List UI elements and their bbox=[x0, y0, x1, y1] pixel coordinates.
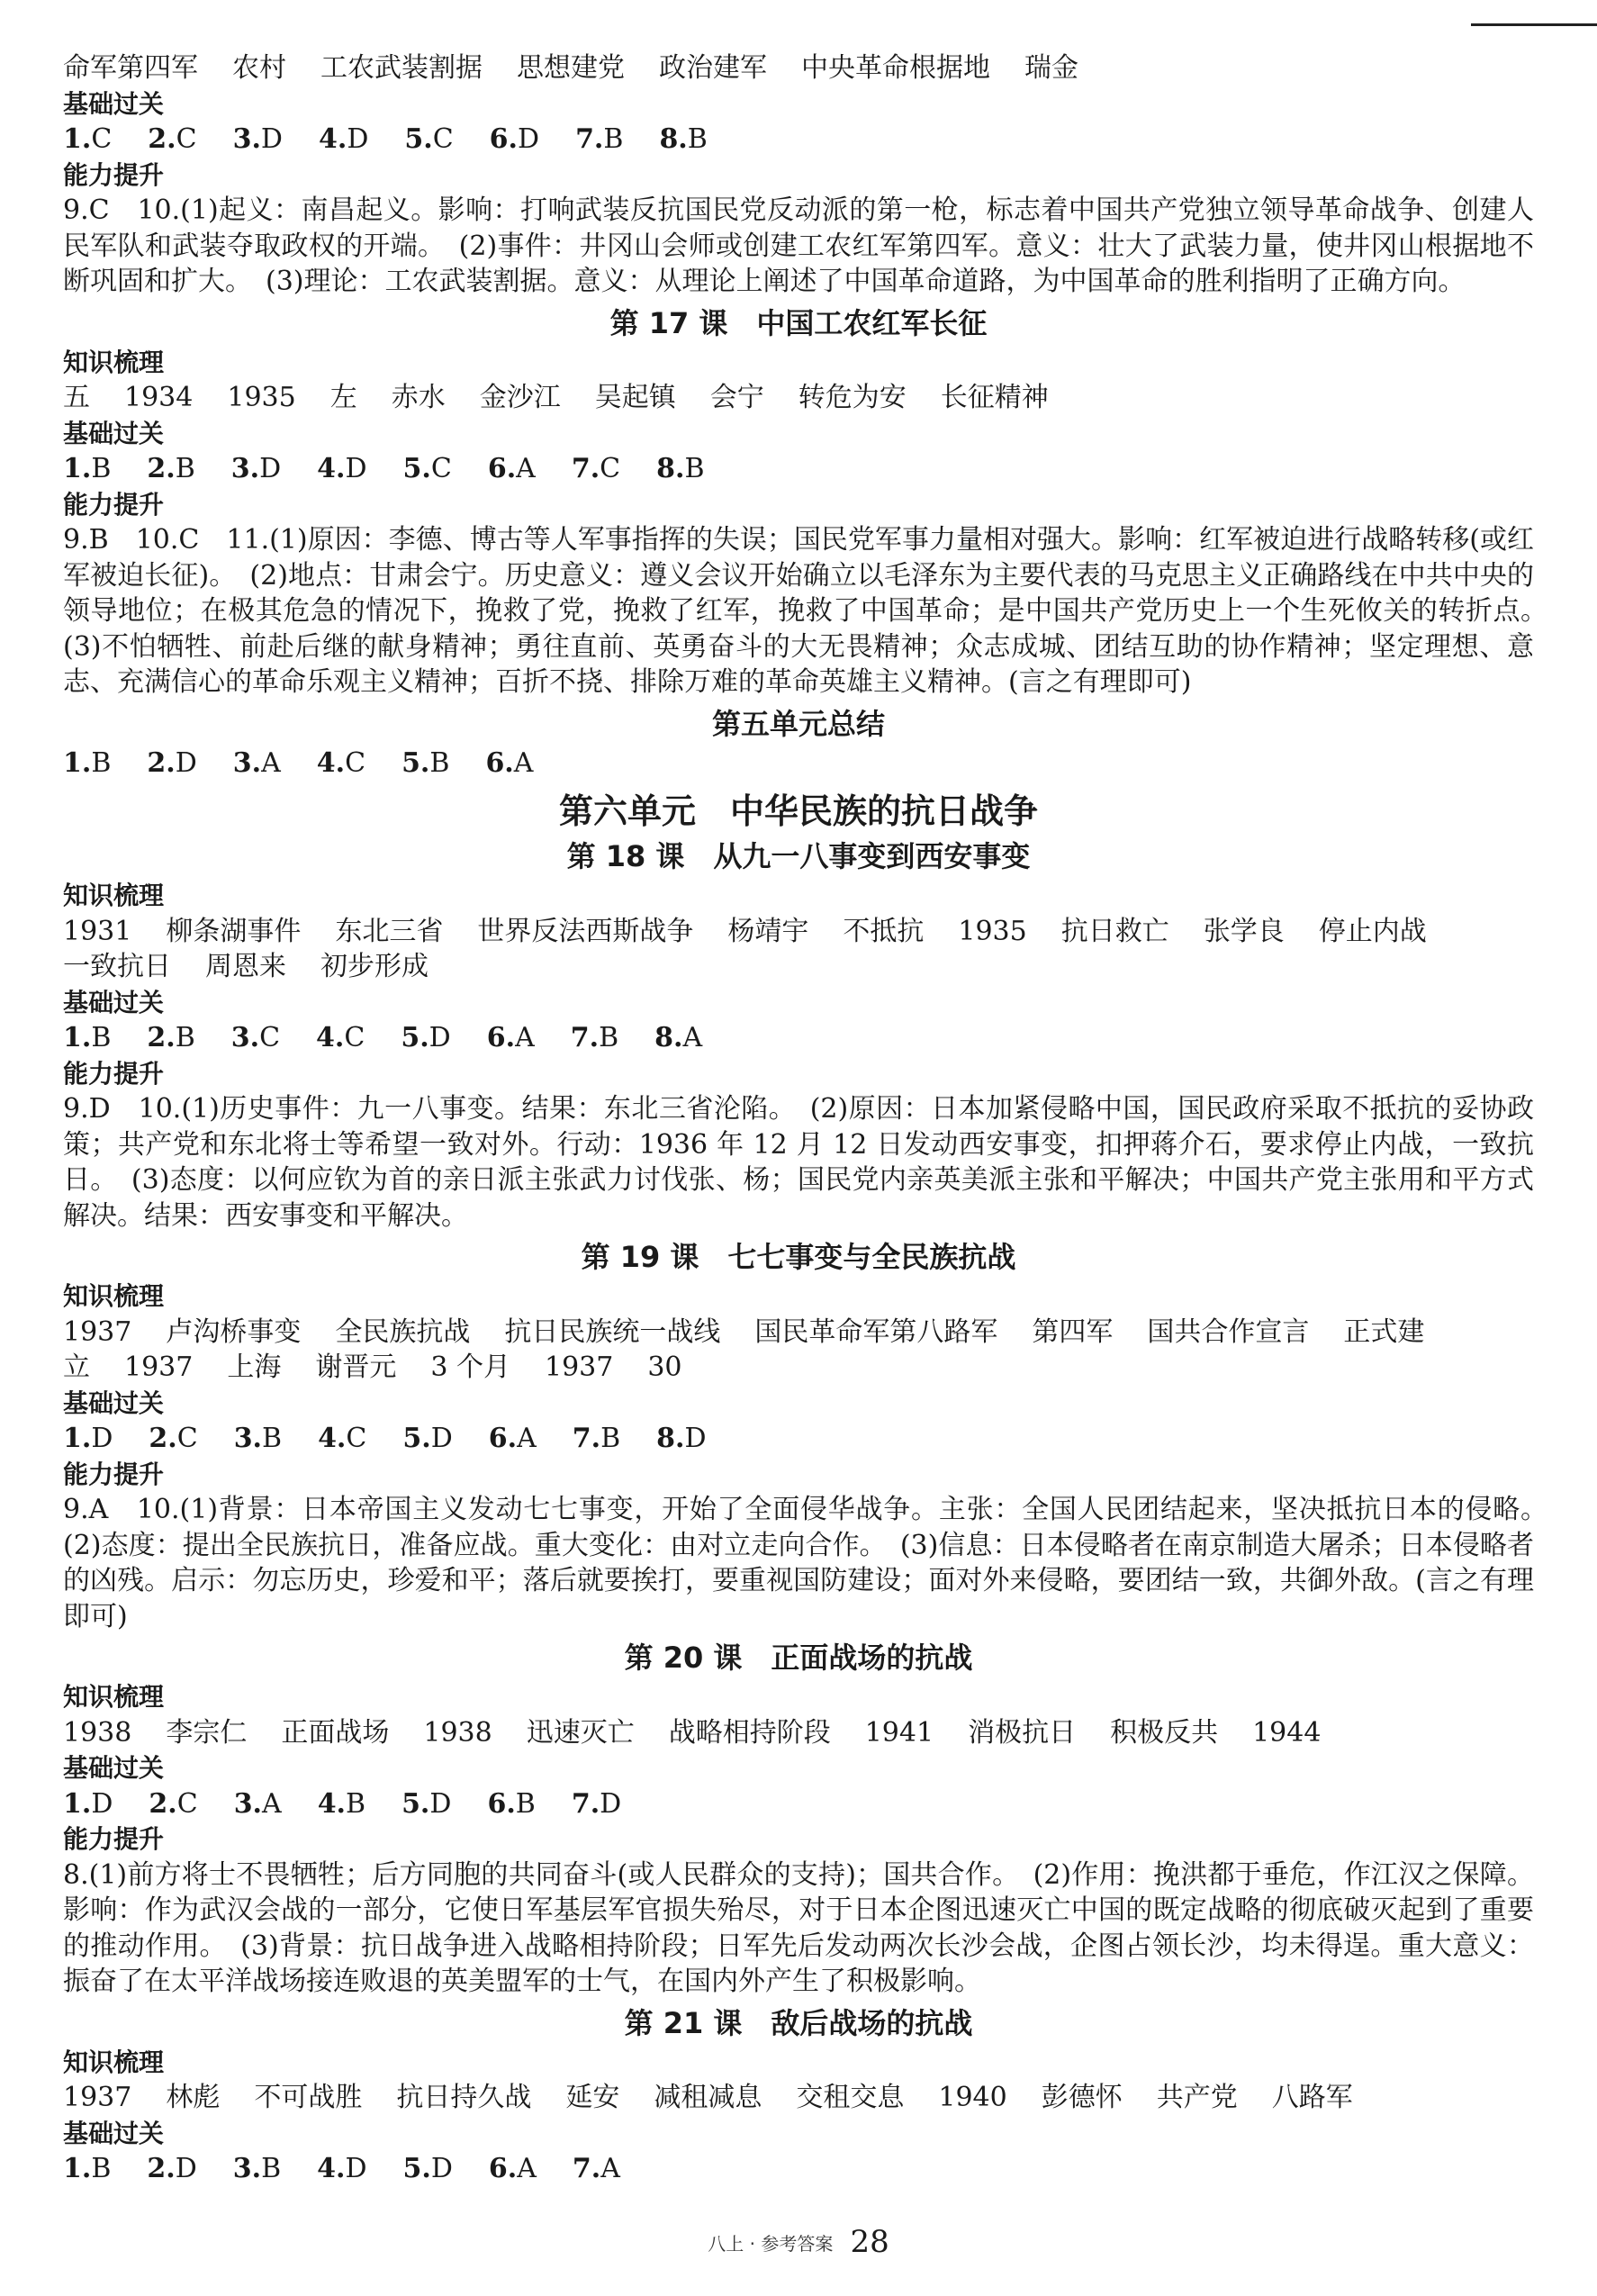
answer-item bbox=[317, 747, 365, 779]
answer-letter: B bbox=[599, 1022, 619, 1053]
answer-item bbox=[487, 1022, 535, 1053]
unit-6-title: 第六单元 中华民族的抗日战争 bbox=[558, 791, 1038, 831]
lesson-21-title: 第 21 课 敌后战场的抗战 bbox=[624, 2005, 973, 2040]
basic-label: 基础过关 bbox=[63, 88, 165, 119]
answer-item bbox=[575, 123, 623, 155]
knowledge-label: 知识梳理 bbox=[63, 347, 165, 377]
knowledge-item: 1938 bbox=[63, 1716, 132, 1749]
answer-item bbox=[403, 453, 452, 484]
answer-letter: D bbox=[600, 1787, 622, 1820]
question-number: 7. bbox=[571, 1787, 600, 1820]
answer-item bbox=[234, 1788, 282, 1820]
knowledge-item: 战略相持阶段 bbox=[668, 1716, 831, 1749]
knowledge-item: 1940 bbox=[938, 2082, 1007, 2113]
question-number: 7. bbox=[575, 123, 604, 155]
answer-item bbox=[489, 1423, 537, 1454]
answer-letter: C bbox=[345, 746, 366, 779]
question-number: 2. bbox=[149, 1423, 177, 1454]
knowledge-item: 农村 bbox=[232, 52, 286, 84]
answer-item bbox=[654, 1022, 702, 1053]
knowledge-item: 30 bbox=[647, 1351, 682, 1383]
answer-letter: A bbox=[515, 1022, 535, 1053]
knowledge-item: 不抵抗 bbox=[843, 915, 925, 947]
knowledge-item: 不可战胜 bbox=[254, 2082, 363, 2113]
answer-item bbox=[63, 1788, 113, 1820]
question-number: 1. bbox=[63, 746, 92, 779]
question-number: 2. bbox=[147, 2153, 176, 2184]
question-number: 7. bbox=[571, 453, 600, 484]
answer-letter: C bbox=[176, 1423, 198, 1454]
answer-item bbox=[63, 123, 112, 155]
knowledge-item: 一致抗日 bbox=[63, 951, 171, 982]
knowledge-item: 正面战场 bbox=[281, 1716, 390, 1749]
ability-answer-text: 9.B 10.C 11.(1)原因：李德、博古等人军事指挥的失误；国民党军事力量相对强大。影响：红军被迫进行战略转移(或红军被迫长征)。 (2)地点：甘肃会宁。历史意义：遵义会议开始确立以毛泽东为主要代表的马克思主义正确路线在中共中央的领导地位；在极其危急的情况下，挽救了党，挽救了红军，挽救了中国革命；是中国共产党历史上一个生死攸关的转折点。 (3)不怕牺牲、前赴后继的献身精神；勇往直前、英勇奋斗的大无畏精神；众志成城、团结互助的协作精神；坚定理想、意志、充满信心的革命乐观主义精神；百折不挠、排除万难的革命英雄主义精神。(言之有理即可) bbox=[63, 524, 1561, 698]
knowledge-label: 知识梳理 bbox=[63, 881, 165, 910]
knowledge-item: 会宁 bbox=[709, 382, 764, 413]
question-number: 3. bbox=[232, 123, 261, 155]
knowledge-item: 林彪 bbox=[166, 2082, 221, 2113]
answer-letter: D bbox=[429, 1022, 451, 1053]
question-number: 1. bbox=[63, 1423, 92, 1454]
ability-answer-text: 9.D 10.(1)历史事件：九一八事变。结果：东北三省沦陷。 (2)原因：日本加紧侵略中国，国民政府采取不抵抗的妥协政策；共产党和东北将士等希望一致对外。行动：1936 年 12 月 12 日发动西安事变，扣押蒋介石，要求停止内战，一致抗日。 (3)态度：以何应钦为首的亲日派主张武力讨伐张、杨；国民党内亲英美派主张和平解决；中国共产党主张用和平方式解决。结果：西安事变和平解决。 bbox=[63, 1093, 1534, 1232]
answer-item bbox=[148, 123, 196, 155]
knowledge-label: 知识梳理 bbox=[63, 1281, 165, 1311]
knowledge-label: 知识梳理 bbox=[63, 1682, 165, 1712]
question-number: 5. bbox=[402, 746, 430, 779]
answer-item bbox=[319, 123, 368, 155]
answer-letter: C bbox=[600, 453, 621, 484]
question-number: 5. bbox=[402, 2153, 431, 2184]
question-number: 3. bbox=[230, 453, 260, 484]
knowledge-item: 1944 bbox=[1252, 1716, 1322, 1749]
answer-item bbox=[318, 1423, 366, 1454]
question-number: 2. bbox=[147, 746, 176, 779]
answer-letter: D bbox=[684, 1423, 707, 1454]
knowledge-item: 1937 bbox=[63, 1315, 132, 1348]
knowledge-item: 抗日救亡 bbox=[1060, 915, 1169, 947]
lesson-20-title: 第 20 课 正面战场的抗战 bbox=[624, 1641, 973, 1675]
question-number: 2. bbox=[148, 123, 176, 155]
knowledge-item: 瑞金 bbox=[1024, 52, 1078, 84]
knowledge-item: 命军第四军 bbox=[63, 52, 198, 84]
knowledge-item: 共产党 bbox=[1156, 2082, 1238, 2113]
knowledge-items-line bbox=[63, 50, 1534, 86]
answer-letter: B bbox=[429, 746, 450, 779]
ability-answer-text: 9.C 10.(1)起义：南昌起义。影响：打响武装反抗国民党反动派的第一枪，标志着中国共产党独立领导革命战争、创建人民军队和武装夺取政权的开端。 (2)事件：井冈山会师或创建工农红军第四军。意义：壮大了武装力量，使井冈山根据地不断巩固和扩大。 (3)理论：工农武装割据。意义：从理论上阐述了中国革命道路，为中国革命的胜利指明了正确方向。 bbox=[63, 194, 1534, 297]
answer-item bbox=[488, 453, 536, 484]
basic-answers bbox=[63, 1020, 1534, 1056]
question-number: 2. bbox=[147, 1022, 176, 1053]
answer-item bbox=[63, 453, 111, 484]
knowledge-item: 全民族抗战 bbox=[335, 1315, 471, 1348]
question-number: 4. bbox=[317, 453, 346, 484]
answer-letter: D bbox=[347, 123, 369, 155]
knowledge-item: 国共合作宣言 bbox=[1147, 1315, 1310, 1348]
basic-answers bbox=[63, 451, 1534, 487]
answer-item bbox=[233, 747, 281, 779]
knowledge-label: 知识梳理 bbox=[63, 2047, 165, 2077]
knowledge-item: 交租交息 bbox=[796, 2082, 905, 2113]
answer-item bbox=[149, 1423, 197, 1454]
answer-letter: C bbox=[91, 123, 113, 155]
question-number: 5. bbox=[402, 1423, 431, 1454]
question-number: 6. bbox=[488, 1423, 518, 1454]
answer-item bbox=[149, 1788, 197, 1820]
question-number: 4. bbox=[317, 1787, 347, 1820]
knowledge-item: 1937 bbox=[544, 1351, 614, 1383]
knowledge-item: 1934 bbox=[124, 382, 194, 413]
answer-item bbox=[656, 453, 704, 484]
answer-letter: B bbox=[91, 2153, 112, 2184]
answer-item bbox=[489, 2153, 537, 2184]
knowledge-item: 抗日持久战 bbox=[396, 2082, 532, 2113]
answer-letter: D bbox=[429, 1787, 452, 1820]
knowledge-item: 1935 bbox=[227, 382, 296, 413]
answer-item bbox=[147, 453, 194, 484]
knowledge-item: 转危为安 bbox=[798, 382, 907, 413]
knowledge-items-line bbox=[63, 1715, 1534, 1751]
answer-letter: A bbox=[516, 453, 536, 484]
ability-answer-text: 9.A 10.(1)背景：日本帝国主义发动七七事变，开始了全面侵华战争。主张：全国人民团结起来，坚决抵抗日本的侵略。 (2)态度：提出全民族抗日，准备应战。重大变化：由对立走向合作。 (3)信息：日本侵略者在南京制造大屠杀；日本侵略者的凶残。启示：勿忘历史，珍爱和平；落后就要挨打，要重视国防建设；面对外来侵略，要团结一致，共御外敌。(言之有理即可) bbox=[63, 1494, 1561, 1632]
question-number: 4. bbox=[318, 1423, 347, 1454]
basic-answers bbox=[63, 122, 1534, 158]
answer-item bbox=[404, 123, 453, 155]
lesson-18-title: 第 18 课 从九一八事变到西安事变 bbox=[566, 839, 1031, 873]
question-number: 5. bbox=[401, 1022, 429, 1053]
page-number: 28 bbox=[850, 2224, 889, 2260]
summary-answers bbox=[63, 746, 1534, 782]
knowledge-item: 减租减息 bbox=[654, 2082, 762, 2113]
basic-label: 基础过关 bbox=[63, 1753, 165, 1783]
knowledge-items-line bbox=[63, 949, 1534, 985]
answer-letter: D bbox=[175, 746, 197, 779]
question-number: 1. bbox=[63, 123, 92, 155]
answer-item bbox=[316, 1022, 365, 1053]
knowledge-item: 迅速灭亡 bbox=[526, 1716, 635, 1749]
answer-letter: A bbox=[517, 1423, 537, 1454]
knowledge-item: 立 bbox=[63, 1351, 90, 1383]
answer-letter: B bbox=[261, 2153, 282, 2184]
question-number: 4. bbox=[317, 2153, 346, 2184]
answer-letter: C bbox=[430, 453, 452, 484]
question-number: 1. bbox=[63, 453, 92, 484]
answer-letter: B bbox=[684, 453, 705, 484]
answer-letter: D bbox=[430, 2153, 453, 2184]
answer-item bbox=[231, 453, 281, 484]
basic-label: 基础过关 bbox=[63, 418, 165, 448]
answer-item bbox=[63, 1423, 113, 1454]
knowledge-item: 世界反法西斯战争 bbox=[477, 915, 694, 947]
question-number: 2. bbox=[147, 453, 176, 484]
question-number: 6. bbox=[489, 123, 518, 155]
knowledge-item: 上海 bbox=[227, 1351, 282, 1383]
answer-letter: D bbox=[345, 453, 367, 484]
answer-item bbox=[401, 1022, 450, 1053]
answer-item bbox=[487, 1788, 535, 1820]
answer-item bbox=[656, 1423, 706, 1454]
ability-label: 能力提升 bbox=[63, 159, 165, 190]
knowledge-item: 积极反共 bbox=[1110, 1716, 1219, 1749]
knowledge-item: 消极抗日 bbox=[968, 1716, 1077, 1749]
basic-label: 基础过关 bbox=[63, 2118, 165, 2148]
answer-item bbox=[234, 1423, 282, 1454]
knowledge-item: 国民革命军第八路军 bbox=[754, 1315, 998, 1348]
lesson-19-title: 第 19 课 七七事变与全民族抗战 bbox=[581, 1240, 1016, 1274]
footer-label: 八上 · 参考答案 bbox=[708, 2232, 834, 2255]
answer-item bbox=[490, 123, 539, 155]
question-number: 5. bbox=[404, 123, 433, 155]
knowledge-item: 停止内战 bbox=[1318, 915, 1427, 947]
knowledge-item: 东北三省 bbox=[335, 915, 444, 947]
ability-label: 能力提升 bbox=[63, 1058, 165, 1089]
answer-item bbox=[573, 2153, 620, 2184]
knowledge-item: 周恩来 bbox=[205, 951, 286, 982]
answer-letter: B bbox=[687, 123, 708, 155]
answer-letter: B bbox=[515, 1787, 536, 1820]
answer-letter: D bbox=[91, 1423, 113, 1454]
question-number: 5. bbox=[402, 1787, 430, 1820]
answer-letter: B bbox=[603, 123, 624, 155]
answer-letter: B bbox=[91, 1022, 112, 1053]
answer-item bbox=[318, 1788, 365, 1820]
knowledge-item: 柳条湖事件 bbox=[166, 915, 302, 947]
knowledge-item: 长征精神 bbox=[940, 382, 1049, 413]
answer-letter: B bbox=[175, 453, 195, 484]
lesson-17-title: 第 17 课 中国工农红军长征 bbox=[609, 305, 988, 340]
knowledge-item: 政治建军 bbox=[659, 52, 767, 84]
question-number: 5. bbox=[402, 453, 431, 484]
answer-item bbox=[147, 1022, 194, 1053]
knowledge-item: 正式建 bbox=[1343, 1315, 1425, 1348]
question-number: 3. bbox=[230, 1022, 260, 1053]
basic-answers bbox=[63, 2151, 1534, 2187]
ability-label: 能力提升 bbox=[63, 1824, 165, 1854]
answer-letter: D bbox=[91, 1787, 113, 1820]
knowledge-item: 初步形成 bbox=[320, 951, 429, 982]
answer-item bbox=[573, 1423, 620, 1454]
answer-item bbox=[63, 747, 111, 779]
knowledge-item: 金沙江 bbox=[479, 382, 561, 413]
knowledge-item: 张学良 bbox=[1203, 915, 1285, 947]
answer-item bbox=[403, 2153, 453, 2184]
answer-item bbox=[572, 453, 620, 484]
knowledge-item: 1931 bbox=[63, 915, 132, 947]
answer-letter: D bbox=[430, 1423, 453, 1454]
question-number: 8. bbox=[659, 123, 688, 155]
answer-item bbox=[233, 123, 283, 155]
knowledge-items-line bbox=[63, 914, 1534, 950]
question-number: 7. bbox=[570, 1022, 600, 1053]
question-number: 2. bbox=[149, 1787, 177, 1820]
knowledge-item: 抗日民族统一战线 bbox=[504, 1315, 721, 1348]
answer-letter: A bbox=[682, 1022, 703, 1053]
question-number: 7. bbox=[572, 2153, 601, 2184]
answer-letter: B bbox=[600, 1423, 621, 1454]
answer-letter: C bbox=[432, 123, 454, 155]
answer-item bbox=[147, 2153, 196, 2184]
question-number: 3. bbox=[233, 1423, 263, 1454]
answer-item bbox=[572, 1788, 621, 1820]
knowledge-item: 李宗仁 bbox=[166, 1716, 248, 1749]
answer-letter: B bbox=[346, 1787, 366, 1820]
answer-item bbox=[571, 1022, 618, 1053]
answer-letter: C bbox=[176, 123, 197, 155]
knowledge-items-line bbox=[63, 380, 1534, 416]
question-number: 8. bbox=[654, 1022, 683, 1053]
answer-item bbox=[317, 453, 366, 484]
question-number: 7. bbox=[572, 1423, 601, 1454]
knowledge-item: 彭德怀 bbox=[1041, 2082, 1123, 2113]
question-number: 6. bbox=[487, 453, 517, 484]
knowledge-item: 赤水 bbox=[391, 382, 446, 413]
answer-letter: B bbox=[175, 1022, 195, 1053]
answer-item bbox=[63, 2153, 111, 2184]
question-number: 3. bbox=[232, 746, 262, 779]
basic-answers bbox=[63, 1421, 1534, 1457]
question-number: 6. bbox=[488, 2153, 518, 2184]
question-number: 1. bbox=[63, 2153, 92, 2184]
knowledge-items-line bbox=[63, 1315, 1534, 1351]
question-number: 4. bbox=[316, 746, 346, 779]
ability-label: 能力提升 bbox=[63, 489, 165, 520]
answer-letter: D bbox=[518, 123, 540, 155]
answer-letter: D bbox=[259, 453, 282, 484]
knowledge-item: 卢沟桥事变 bbox=[166, 1315, 302, 1348]
question-number: 4. bbox=[318, 123, 347, 155]
knowledge-item: 五 bbox=[63, 382, 90, 413]
answer-item bbox=[659, 123, 707, 155]
knowledge-item: 工农武装割据 bbox=[320, 52, 483, 84]
answer-item bbox=[402, 1788, 451, 1820]
answer-letter: B bbox=[91, 453, 112, 484]
question-number: 1. bbox=[63, 1022, 92, 1053]
answer-letter: C bbox=[344, 1022, 365, 1053]
knowledge-item: 第四军 bbox=[1032, 1315, 1114, 1348]
knowledge-item: 1935 bbox=[958, 915, 1027, 947]
answer-item bbox=[233, 2153, 281, 2184]
question-number: 3. bbox=[233, 1787, 263, 1820]
ability-answer-text: 8.(1)前方将士不畏牺牲；后方同胞的共同奋斗(或人民群众的支持)；国共合作。 (2)作用：挽洪都于垂危，作江汉之保障。影响：作为武汉会战的一部分，它使日军基层军官损失殆尽，对于日本企图迅速灭亡中国的既定战略的彻底破灭起到了重要的推动作用。 (3)背景：抗日战争进入战略相持阶段；日军先后发动两次长沙会战，企图占领长沙，均未得逞。重大意义：振奋了在太平洋战场接连败退的英美盟军的士气，在国内外产生了积极影响。 bbox=[63, 1858, 1534, 1997]
question-number: 6. bbox=[485, 746, 514, 779]
answer-letter: C bbox=[176, 1787, 198, 1820]
answer-item bbox=[147, 747, 196, 779]
answer-letter: A bbox=[262, 1787, 282, 1820]
question-number: 1. bbox=[63, 1787, 92, 1820]
question-number: 6. bbox=[486, 1022, 516, 1053]
answer-key-content bbox=[63, 50, 1561, 2187]
answer-item bbox=[317, 2153, 366, 2184]
question-number: 8. bbox=[656, 453, 685, 484]
knowledge-item: 1937 bbox=[124, 1351, 194, 1383]
knowledge-item: 中央革命根据地 bbox=[801, 52, 990, 84]
knowledge-item: 思想建党 bbox=[517, 52, 625, 84]
answer-item bbox=[231, 1022, 280, 1053]
header-rule bbox=[1471, 23, 1597, 26]
knowledge-item: 1938 bbox=[423, 1716, 492, 1749]
ability-label: 能力提升 bbox=[63, 1459, 165, 1489]
question-number: 6. bbox=[487, 1787, 516, 1820]
knowledge-item: 杨靖宇 bbox=[727, 915, 809, 947]
answer-letter: A bbox=[517, 2153, 537, 2184]
basic-label: 基础过关 bbox=[63, 1388, 165, 1418]
answer-letter: D bbox=[345, 2153, 367, 2184]
answer-letter: A bbox=[600, 2153, 620, 2184]
answer-letter: B bbox=[262, 1423, 283, 1454]
answer-letter: D bbox=[175, 2153, 197, 2184]
knowledge-items-line bbox=[63, 1350, 1534, 1386]
question-number: 3. bbox=[232, 2153, 262, 2184]
knowledge-item: 1941 bbox=[864, 1716, 934, 1749]
answer-letter: A bbox=[261, 746, 281, 779]
knowledge-item: 吴起镇 bbox=[594, 382, 676, 413]
answer-letter: A bbox=[513, 746, 534, 779]
answer-letter: D bbox=[260, 123, 283, 155]
unit-5-summary-title: 第五单元总结 bbox=[711, 706, 885, 741]
basic-label: 基础过关 bbox=[63, 987, 165, 1017]
answer-item bbox=[402, 747, 449, 779]
page-footer bbox=[0, 2224, 1597, 2260]
question-number: 4. bbox=[316, 1022, 345, 1053]
knowledge-item: 八路军 bbox=[1271, 2082, 1353, 2113]
answer-item bbox=[402, 1423, 452, 1454]
basic-answers bbox=[63, 1786, 1534, 1822]
knowledge-item: 左 bbox=[329, 382, 357, 413]
knowledge-item: 3 个月 bbox=[430, 1351, 510, 1383]
answer-letter: C bbox=[259, 1022, 281, 1053]
question-number: 8. bbox=[656, 1423, 685, 1454]
answer-item bbox=[485, 747, 533, 779]
answer-letter: B bbox=[91, 746, 112, 779]
knowledge-items-line bbox=[63, 2080, 1534, 2116]
knowledge-item: 谢晋元 bbox=[315, 1351, 397, 1383]
answer-item bbox=[63, 1022, 111, 1053]
knowledge-item: 1937 bbox=[63, 2082, 132, 2113]
answer-letter: C bbox=[346, 1423, 367, 1454]
knowledge-item: 延安 bbox=[565, 2082, 620, 2113]
